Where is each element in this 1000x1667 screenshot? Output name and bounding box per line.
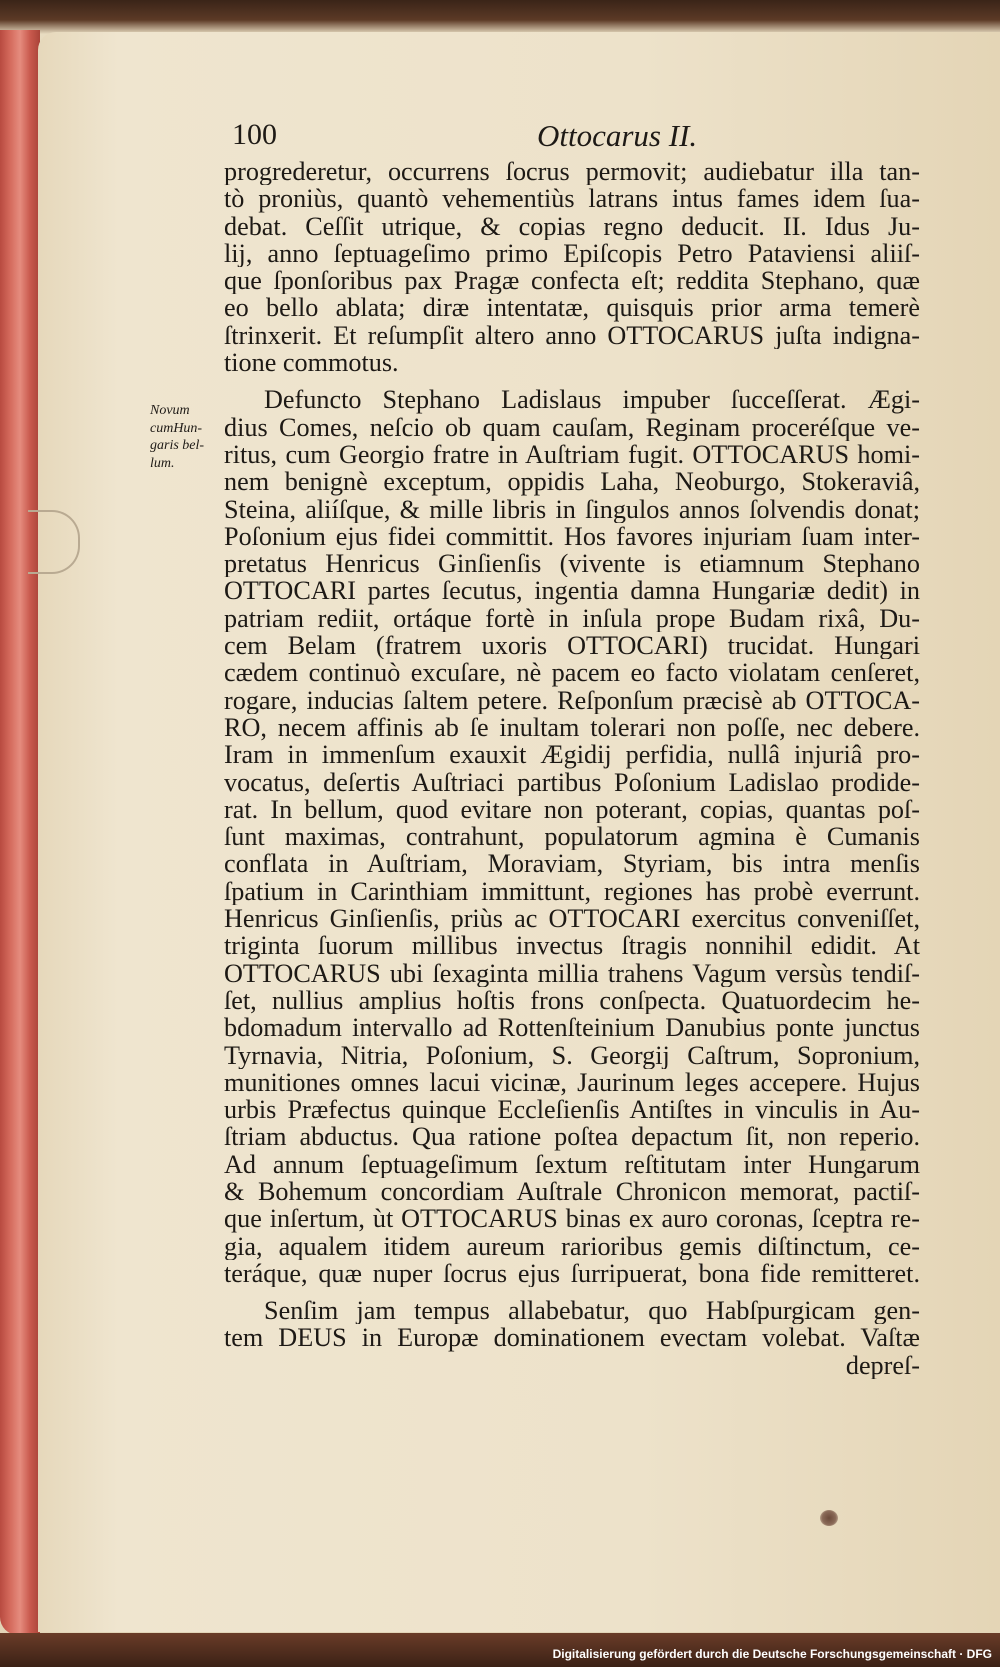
text-line: munitiones omnes lacui vicinæ, Jaurinum leges accepere. Hujus [224, 1068, 920, 1097]
text-line: vocatus, deſertis Auſtriaci partibus Poſonium Ladislao prodide- [224, 768, 920, 796]
catchword: depreſ- [845, 1351, 920, 1380]
text-line: tò proniùs, quantò vehementiùs latrans intus fames idem ſua- [224, 185, 920, 213]
text-line: gia, aqualem itidem aureum rarioribus gemis diſtinctum, ce- [224, 1232, 920, 1260]
text-line: tione commotus. [224, 349, 399, 377]
text-line: debat. Ceſſit utrique, & copias regno deducit. II. Idus Ju- [224, 212, 920, 240]
text-line: ſpatium in Carinthiam immittunt, regiones has probè everrunt. [224, 877, 920, 906]
text-line: RO, necem affinis ab ſe inultam tolerari non poſſe, nec debere. [224, 713, 920, 742]
text-line: Iram in immenſum exauxit Ægidij perfidia, nullâ injuriâ pro- [224, 741, 920, 769]
text-line: bdomadum intervallo ad Rottenſteinium Danubius ponte junctus [224, 1014, 920, 1042]
text-line: Tyrnavia, Nitria, Poſonium, S. Georgij Caſtrum, Sopronium, [224, 1041, 920, 1069]
text-line: rogare, inducias ſaltem petere. Reſponſum præcisè ab OTTOCA- [224, 686, 920, 714]
text-line: urbis Præfectus quinque Eccleſienſis Antiſtes in vinculis in Au- [224, 1096, 920, 1124]
scan-footer-bar [0, 1633, 1000, 1667]
text-line: patriam rediit, ortáque fortè in inſula prope Budam rixâ, Du- [224, 604, 920, 633]
text-line: ſtrinxerit. Et reſumpſit altero anno OTTOCARUS juſta indigna- [224, 321, 920, 350]
text-line: eo bello ablata; diræ intentatæ, quisquis prior arma temerè [224, 294, 920, 322]
text-line: ſunt maximas, contrahunt, populatorum agmina è Cumanis [224, 823, 920, 851]
text-line: dius Comes, neſcio ob quam cauſam, Reginam proceréſque ve- [224, 413, 920, 441]
text-line: lij, anno ſeptuageſimo primo Epiſcopis Petro Pataviensi aliiſ- [224, 239, 920, 268]
text-line: cem Belam (fratrem uxoris OTTOCARI) trucidat. Hungari [224, 632, 920, 660]
text-line: conflata in Auſtriam, Moraviam, Styriam, bis intra menſis [224, 850, 920, 878]
text-line: tem DEUS in Europæ dominationem evectam volebat. Vaſtæ [224, 1324, 920, 1352]
bookmark-clip [28, 510, 80, 574]
margin-note-line: garis bel- [150, 438, 205, 453]
body-text [224, 158, 920, 1379]
text-line: pretatus Henricus Ginſienſis (vivente is etiamnum Stephano [224, 550, 920, 578]
margin-note-line: lum. [150, 455, 175, 471]
text-line: nem benignè exceptum, oppidis Laha, Neoburgo, Stokeraviâ, [224, 468, 920, 496]
text-line: ſtriam abductus. Qua ratione poſtea depactum ſit, non reperio. [224, 1123, 920, 1151]
text-line: rat. In bellum, quod evitare non poterant, copias, quantas poſ- [224, 795, 920, 824]
running-head: Ottocarus II. [537, 118, 698, 153]
page-edge-red [0, 30, 40, 1635]
text-line: OTTOCARUS ubi ſexaginta millia trahens Vagum versùs tendiſ- [224, 959, 920, 987]
margin-note-line: cumHun- [150, 420, 203, 436]
text-line: teráque, quæ nuper ſocrus ejus ſurripuerat, bona fide remitteret. [224, 1259, 920, 1288]
text-line: Henricus Ginſienſis, priùs ac OTTOCARI exercitus conveniſſet, [224, 905, 920, 933]
page-header [232, 118, 932, 162]
text-line: Defuncto Stephano Ladislaus impuber ſucceſſerat. Ægi- [264, 386, 920, 414]
margin-note [150, 402, 220, 472]
text-line: Poſonium ejus fidei committit. Hos favores injuriam ſuam inter- [224, 522, 920, 551]
ink-stain [820, 1510, 838, 1526]
text-line: que ſponſoribus pax Pragæ confecta eſt; reddita Stephano, quæ [224, 267, 920, 295]
margin-note-line: Novum [150, 403, 190, 418]
text-line: triginta ſuorum millibus invectus ſtragis nonnihil edidit. At [224, 932, 920, 960]
text-line: OTTOCARI partes ſecutus, ingentia damna Hungariæ dedit) in [224, 577, 920, 605]
paragraph-gap [224, 1287, 920, 1297]
text-line: Steina, aliíſque, & mille libris in ſingulos annos ſolvendis donat; [224, 495, 920, 523]
text-line: Ad annum ſeptuageſimum ſextum reſtitutam inter Hungarum [224, 1150, 920, 1178]
text-line: Senſim jam tempus allabebatur, quo Habſpurgicam gen- [264, 1297, 920, 1325]
text-line: progrederetur, occurrens ſocrus permovit; audiebatur illa tan- [224, 158, 920, 186]
text-line: que inſertum, ùt OTTOCARUS binas ex auro coronas, ſceptra re- [224, 1205, 920, 1233]
text-line: cædem continuò excuſare, nè pacem eo facto violatam cenſeret, [224, 659, 920, 687]
footer-credit: Digitalisierung gefördert durch die Deutsche Forschungsgemeinschaft · DFG [552, 1647, 992, 1661]
text-line: ritus, cum Georgio fratre in Auſtriam fugit. OTTOCARUS homi- [224, 440, 920, 469]
paragraph-gap [224, 376, 920, 386]
text-line: ſet, nullius amplius hoſtis frons conſpecta. Quatuordecim he- [224, 986, 920, 1015]
page-number: 100 [232, 118, 277, 151]
text-line: & Bohemum concordiam Auſtrale Chronicon memorat, pactiſ- [224, 1177, 920, 1206]
